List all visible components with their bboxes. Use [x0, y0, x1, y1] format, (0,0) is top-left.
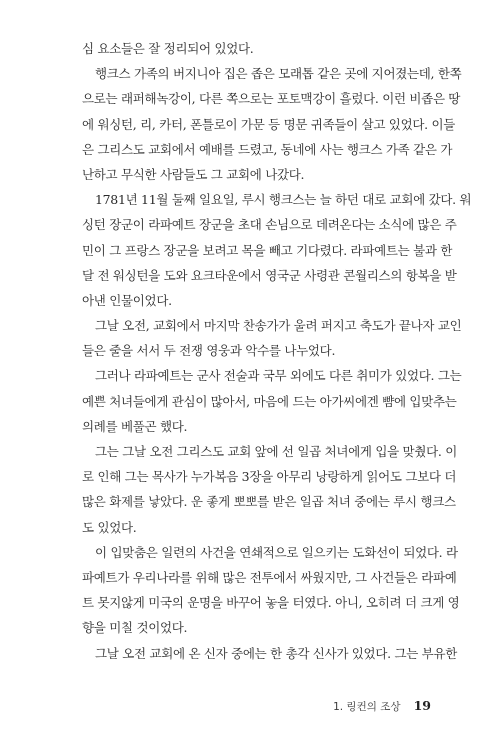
page-footer [82, 695, 431, 714]
body-text [82, 36, 472, 666]
text-line: 그러나 라파예트는 군사 전술과 국무 외에도 다른 취미가 있었다. 그는 [95, 368, 462, 384]
text-line: 민이 그 프랑스 장군을 보려고 목을 빼고 기다렸다. 라파예트는 불과 한 [82, 242, 453, 258]
text-line: 들은 줄을 서서 두 전쟁 영웅과 악수를 나누었다. [82, 343, 336, 359]
text-line: 이 입맞춤은 일련의 사건을 연쇄적으로 일으키는 도화선이 되었다. 라 [95, 544, 458, 560]
text-line: 로 인해 그는 목사가 누가복음 3장을 아무리 낭랑하게 읽어도 그보다 더 [82, 469, 457, 485]
text-line: 달 전 워싱턴을 도와 요크타운에서 영국군 사령관 콘월리스의 항복을 받 [82, 267, 457, 283]
text-line: 심 요소들은 잘 정리되어 있었다. [82, 41, 254, 56]
text-line: 그는 그날 오전 그리스도 교회 앞에 선 일곱 처녀에게 입을 맞췄다. 이 [95, 444, 458, 459]
text-line: 트 못지않게 미국의 운명을 바꾸어 놓을 터였다. 아니, 오히려 더 크게 영 [82, 595, 460, 611]
text-line: 아낸 인물이었다. [82, 292, 172, 308]
text-line: 싱턴 장군이 라파예트 장군을 초대 손님으로 데려온다는 소식에 많은 주 [82, 217, 457, 233]
running-chapter-title: 1. 링컨의 조상 [333, 701, 401, 713]
text-line: 많은 화제를 낳았다. 운 좋게 뽀뽀를 받은 일곱 처녀 중에는 루시 행크스 [82, 494, 456, 510]
text-line: 에 워싱턴, 리, 카터, 폰틀로이 가문 등 명문 귀족들이 살고 있었다. 이들 [82, 116, 456, 132]
text-line: 으로는 래퍼해녹강이, 다른 쪽으로는 포토맥강이 흘렀다. 이런 비좁은 땅 [82, 91, 461, 107]
text-line: 예쁜 처녀들에게 관심이 많아서, 마음에 드는 아가씨에겐 뺨에 입맞추는 [82, 393, 457, 409]
text-line: 도 있었다. [82, 519, 137, 535]
text-line: 난하고 무식한 사람들도 그 교회에 나갔다. [82, 166, 305, 182]
text-line: 파예트가 우리나라를 위해 많은 전투에서 싸웠지만, 그 사건들은 라파예 [82, 569, 457, 585]
text-line: 그날 오전 교회에 온 신자 중에는 한 총각 신사가 있었다. 그는 부유한 [95, 645, 458, 661]
text-line: 그날 오전, 교회에서 마지막 찬송가가 울려 퍼지고 축도가 끝나자 교인 [95, 318, 462, 334]
text-line: 향을 미칠 것이었다. [82, 620, 188, 636]
text-line: 행크스 가족의 버지니아 집은 좁은 모래톱 같은 곳에 지어졌는데, 한쪽 [95, 66, 462, 82]
text-line: 은 그리스도 교회에서 예배를 드렸고, 동네에 사는 행크스 가족 같은 가 [82, 141, 453, 157]
text-line: 의례를 베풀곤 했다. [82, 418, 188, 434]
text-line: 1781년 11월 둘째 일요일, 루시 행크스는 늘 하던 대로 교회에 갔다. 워 [95, 192, 472, 208]
page-number: 19 [413, 698, 431, 713]
